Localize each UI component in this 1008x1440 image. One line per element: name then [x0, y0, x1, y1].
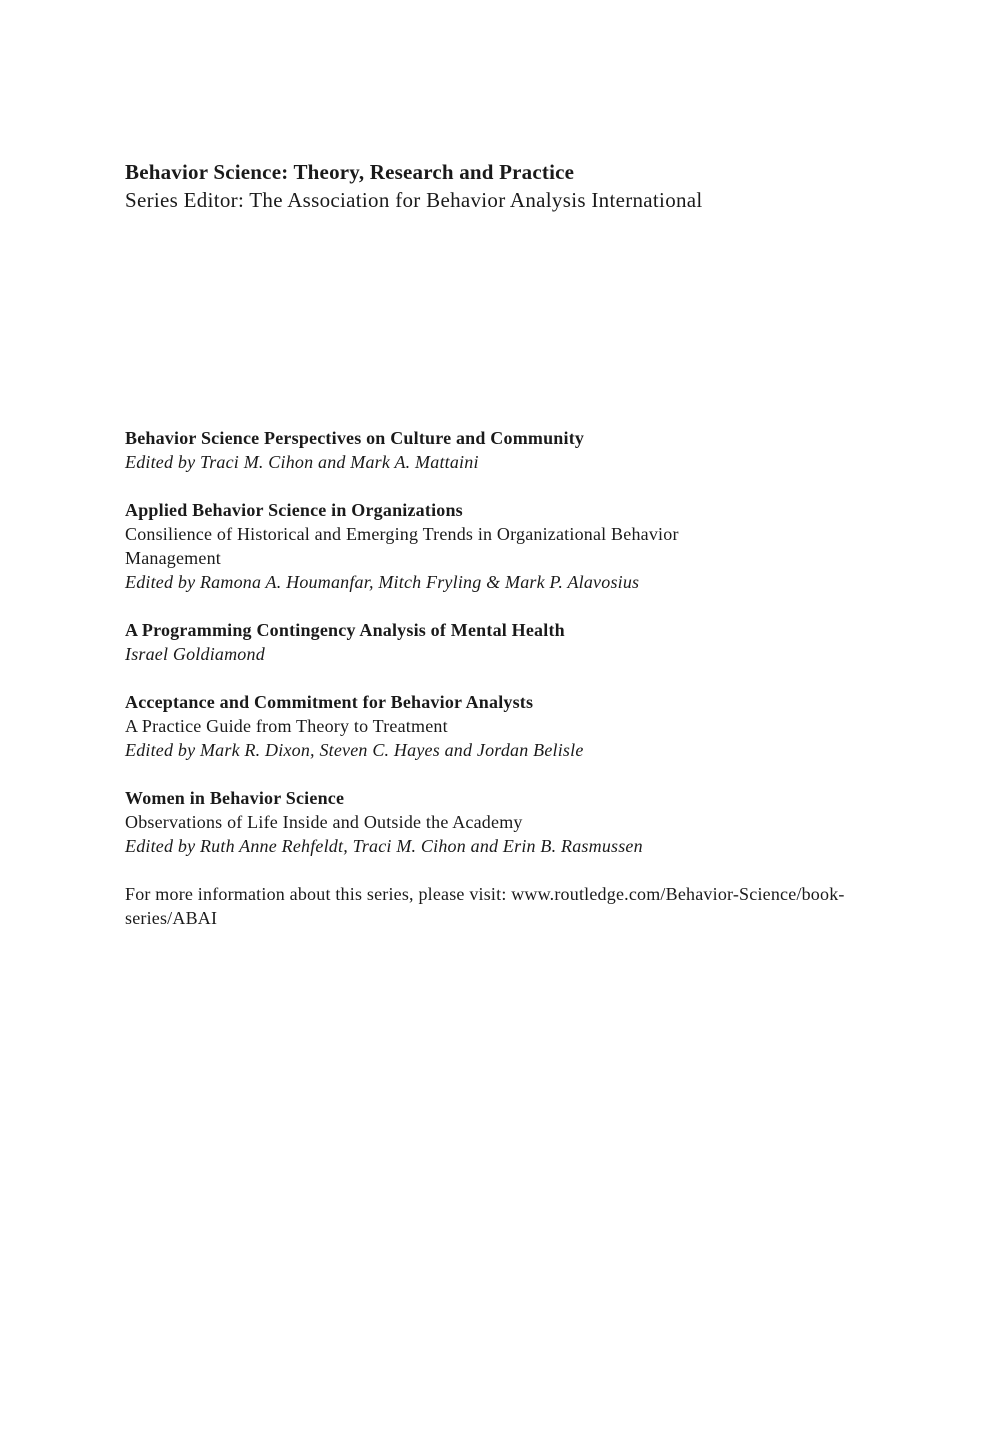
book-subtitle: Observations of Life Inside and Outside the Academy	[125, 812, 523, 832]
series-title: Behavior Science: Theory, Research and Practice	[125, 160, 575, 184]
book-subtitle: A Practice Guide from Theory to Treatment	[125, 716, 448, 736]
book-entry-mental-health	[125, 618, 945, 666]
book-editors: Edited by Traci M. Cihon and Mark A. Mattaini	[125, 452, 479, 472]
book-author: Israel Goldiamond	[125, 644, 265, 664]
book-subtitle: Consilience of Historical and Emerging Trends in Organizational Behavior Management	[125, 524, 679, 568]
book-editors: Edited by Ramona A. Houmanfar, Mitch Fryling & Mark P. Alavosius	[125, 572, 640, 592]
book-entry-organizations	[125, 498, 945, 594]
book-title: Applied Behavior Science in Organizations	[125, 500, 463, 520]
book-list	[125, 426, 945, 954]
book-editors: Edited by Ruth Anne Rehfeldt, Traci M. Cihon and Erin B. Rasmussen	[125, 836, 643, 856]
book-entry-women-behavior-science	[125, 786, 945, 858]
book-title: A Programming Contingency Analysis of Mental Health	[125, 620, 565, 640]
more-info-text: For more information about this series, please visit: www.routledge.com/Behavior-Science/book-series/ABAI	[125, 884, 845, 928]
book-editors: Edited by Mark R. Dixon, Steven C. Hayes and Jordan Belisle	[125, 740, 584, 760]
more-info-entry	[125, 882, 945, 930]
series-editor: Series Editor: The Association for Behavior Analysis International	[125, 188, 703, 212]
book-title: Behavior Science Perspectives on Culture and Community	[125, 428, 585, 448]
book-title: Women in Behavior Science	[125, 788, 345, 808]
book-entry-acceptance-commitment	[125, 690, 945, 762]
book-entry-culture-community	[125, 426, 945, 474]
series-header	[125, 158, 945, 214]
book-title: Acceptance and Commitment for Behavior Analysts	[125, 692, 534, 712]
